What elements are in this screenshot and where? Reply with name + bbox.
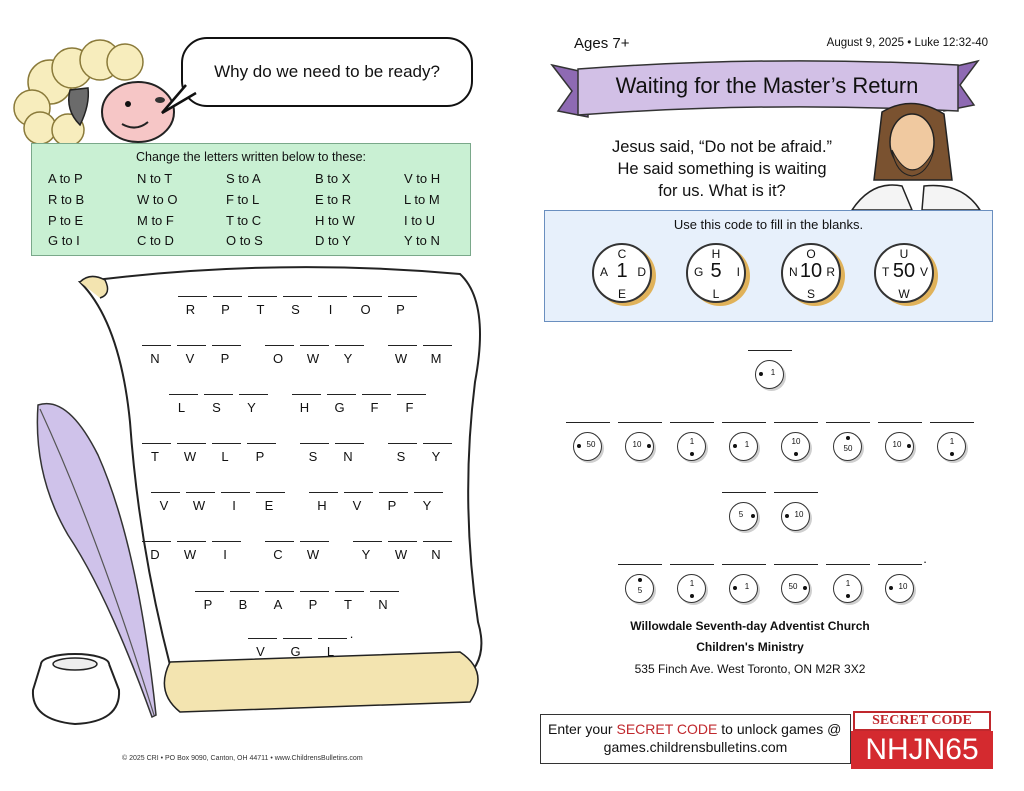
- cipher-letter: D: [150, 547, 160, 562]
- cipher-letter: V: [256, 644, 265, 659]
- coin-number: 50: [892, 260, 916, 282]
- answer-blank: [265, 541, 294, 542]
- cipher-letter: P: [255, 449, 265, 464]
- position-dot: [751, 514, 755, 518]
- coin-letter-left: A: [600, 265, 609, 279]
- code-coin: [885, 432, 915, 462]
- coin-number: 1: [845, 579, 851, 588]
- answer-blank: [388, 443, 417, 444]
- position-dot: [690, 594, 694, 598]
- position-dot: [794, 452, 798, 456]
- coin-letter-right: V: [919, 265, 928, 279]
- cipher-letter: S: [308, 449, 318, 464]
- cipher-letter: T: [344, 597, 352, 612]
- cipher-letter: Y: [247, 400, 256, 415]
- answer-blank: [142, 541, 171, 542]
- answer-blank: [169, 394, 198, 395]
- position-dot: [803, 586, 807, 590]
- cipher-letter: W: [306, 547, 320, 562]
- key-coin: [592, 243, 652, 303]
- cipher-letter: W: [183, 449, 197, 464]
- position-dot: [759, 372, 763, 376]
- ministry-name: Children's Ministry: [696, 640, 804, 654]
- cipher-letter: H: [317, 498, 327, 513]
- answer-blank: [283, 296, 312, 297]
- coin-number: 10: [898, 582, 908, 591]
- answer-blank: [230, 591, 259, 592]
- answer-blank: [213, 296, 242, 297]
- answer-blank: [362, 394, 391, 395]
- coin-letter-bottom: L: [712, 287, 720, 301]
- answer-blank: [670, 564, 714, 565]
- position-dot: [638, 578, 642, 582]
- final-period: .: [923, 551, 927, 566]
- answer-blank: [878, 564, 922, 565]
- cipher-letter: P: [203, 597, 213, 612]
- coin-number: 10: [632, 440, 642, 449]
- conversion-rule: V to H: [404, 171, 441, 186]
- speech-bubble-tail: [162, 85, 202, 115]
- answer-blank: [722, 564, 766, 565]
- answer-blank: [335, 443, 364, 444]
- cipher-letter: Y: [361, 547, 371, 562]
- conversion-rule: O to S: [226, 233, 263, 248]
- cipher-letter: V: [352, 498, 362, 513]
- cipher-letter: M: [430, 351, 442, 366]
- answer-blank: [774, 492, 818, 493]
- code-coin: [885, 574, 915, 604]
- answer-blank: [318, 638, 347, 639]
- cipher-letter: L: [177, 400, 186, 415]
- answer-blank: [335, 591, 364, 592]
- coin-number: 1: [949, 437, 955, 446]
- jesus-illustration: [852, 100, 982, 210]
- coin-number: 1: [744, 582, 750, 591]
- coin-number: 1: [744, 440, 750, 449]
- cipher-letter: F: [370, 400, 379, 415]
- conversion-rule: P to E: [48, 213, 84, 228]
- cipher-letter: W: [394, 351, 408, 366]
- coin-number: 5: [637, 586, 643, 595]
- coin-number: 10: [799, 260, 823, 282]
- coin-number: 1: [689, 437, 695, 446]
- coin-letter-right: D: [637, 265, 646, 279]
- answer-blank: [186, 492, 215, 493]
- secret-code-label: SECRET CODE: [853, 711, 991, 731]
- answer-blank: [388, 541, 417, 542]
- answer-blank: [212, 345, 241, 346]
- coin-letter-left: N: [789, 265, 798, 279]
- key-coin: [781, 243, 841, 303]
- cipher-letter: V: [159, 498, 169, 513]
- conversion-title: Change the letters written below to these:: [136, 150, 366, 164]
- answer-blank: [353, 296, 382, 297]
- answer-blank: [221, 492, 250, 493]
- cipher-letter: P: [308, 597, 318, 612]
- cipher-letter: L: [326, 644, 335, 659]
- cipher-letter: A: [273, 597, 283, 612]
- cipher-letter: O: [272, 351, 284, 366]
- answer-blank: [670, 422, 714, 423]
- coin-letter-right: R: [826, 265, 835, 279]
- code-coin: [729, 502, 759, 532]
- conversion-rule: F to L: [226, 192, 260, 207]
- cipher-letter: T: [256, 302, 265, 317]
- answer-blank: [930, 422, 974, 423]
- cipher-letter: P: [221, 302, 230, 317]
- answer-blank: [388, 345, 417, 346]
- answer-blank: [142, 443, 171, 444]
- coin-number: 50: [843, 444, 853, 453]
- position-dot: [846, 594, 850, 598]
- key-coin: [874, 243, 934, 303]
- cipher-letter: Y: [343, 351, 353, 366]
- position-dot: [907, 444, 911, 448]
- code-coin: [625, 432, 655, 462]
- answer-blank: [388, 296, 417, 297]
- answer-blank: [248, 638, 277, 639]
- code-coin: [625, 574, 655, 604]
- copyright-footer: © 2025 CRI • PO Box 9090, Canton, OH 44711 • www.ChildrensBulletins.com: [122, 755, 363, 762]
- conversion-rule: T to C: [226, 213, 262, 228]
- code-coin: [937, 432, 967, 462]
- answer-blank: [774, 564, 818, 565]
- intro-line-2: He said something is waiting: [617, 160, 827, 178]
- cipher-letter: V: [185, 351, 195, 366]
- coin-number: 1: [770, 368, 776, 377]
- position-dot: [846, 436, 850, 440]
- cipher-letter: F: [405, 400, 414, 415]
- games-website-link[interactable]: games.childrensbulletins.com: [603, 739, 788, 755]
- answer-blank: [309, 492, 338, 493]
- coin-number: 10: [794, 510, 804, 519]
- conversion-rule: A to P: [48, 171, 83, 186]
- code-coin: [573, 432, 603, 462]
- cipher-letter: S: [212, 400, 221, 415]
- date-reference: August 9, 2025 • Luke 12:32-40: [826, 37, 988, 49]
- position-dot: [577, 444, 581, 448]
- key-coin: [686, 243, 746, 303]
- conversion-rule: S to A: [226, 171, 261, 186]
- cipher-letter: G: [334, 400, 345, 415]
- intro-line-1: Jesus said, “Do not be afraid.”: [611, 138, 833, 156]
- conversion-rule: G to I: [48, 233, 80, 248]
- cipher-letter: P: [220, 351, 230, 366]
- conversion-rule: C to D: [137, 233, 174, 248]
- code-coin: [729, 432, 759, 462]
- ink-pot-icon: [25, 650, 135, 730]
- answer-blank: [177, 541, 206, 542]
- coin-letter-top: U: [899, 247, 909, 261]
- answer-blank: [239, 394, 268, 395]
- cipher-letter: O: [360, 302, 371, 317]
- cipher-letter: W: [192, 498, 206, 513]
- conversion-rule: E to R: [315, 192, 352, 207]
- answer-blank: [178, 296, 207, 297]
- answer-blank: [283, 638, 312, 639]
- answer-blank: [300, 541, 329, 542]
- cipher-letter: Y: [431, 449, 441, 464]
- answer-blank: [566, 422, 610, 423]
- answer-blank: [318, 296, 347, 297]
- position-dot: [733, 586, 737, 590]
- answer-blank: [265, 591, 294, 592]
- answer-blank: [344, 492, 373, 493]
- answer-blank: [423, 541, 452, 542]
- answer-blank: [212, 541, 241, 542]
- conversion-rule: H to W: [315, 213, 355, 228]
- conversion-rule: B to X: [315, 171, 351, 186]
- page-title: Waiting for the Master’s Return: [615, 73, 919, 98]
- church-address: 535 Finch Ave. West Toronto, ON M2R 3X2: [634, 662, 866, 676]
- coin-number: 50: [788, 582, 798, 591]
- cipher-letter: E: [264, 498, 274, 513]
- coin-letter-top: C: [617, 247, 627, 261]
- conversion-rule: D to Y: [315, 233, 351, 248]
- coin-number: 1: [689, 579, 695, 588]
- cipher-letter: N: [431, 547, 441, 562]
- coin-number: 50: [586, 440, 596, 449]
- cipher-letter: L: [221, 449, 229, 464]
- answer-blank: [212, 443, 241, 444]
- cipher-letter: I: [232, 498, 236, 513]
- intro-text: [582, 136, 862, 202]
- church-name: Willowdale Seventh-day Adventist Church: [630, 619, 870, 633]
- conversion-rule: W to O: [137, 192, 178, 207]
- answer-blank: [142, 345, 171, 346]
- answer-blank: [247, 443, 276, 444]
- cipher-letter: S: [291, 302, 300, 317]
- answer-blank: [878, 422, 922, 423]
- cipher-letter: I: [223, 547, 227, 562]
- answer-blank: [722, 422, 766, 423]
- answer-blank: [826, 564, 870, 565]
- answer-blank: [370, 591, 399, 592]
- age-label: Ages 7+: [574, 35, 630, 52]
- cipher-letter: G: [290, 644, 301, 659]
- position-dot: [690, 452, 694, 456]
- answer-blank: [379, 492, 408, 493]
- conversion-rule: L to M: [404, 192, 440, 207]
- cipher-letter: I: [328, 302, 333, 317]
- code-coin: [833, 574, 863, 604]
- coin-letter-bottom: E: [617, 287, 626, 301]
- coin-letter-right: I: [736, 265, 740, 279]
- position-dot: [647, 444, 651, 448]
- cipher-letter: P: [396, 302, 405, 317]
- answer-blank: [774, 422, 818, 423]
- cipher-letter: N: [378, 597, 388, 612]
- cipher-letter: N: [150, 351, 160, 366]
- answer-blank: [300, 443, 329, 444]
- conversion-rule: N to T: [137, 171, 173, 186]
- coin-letter-left: T: [882, 265, 890, 279]
- code-coin: [677, 432, 707, 462]
- cipher-letter: S: [396, 449, 406, 464]
- conversion-rule: R to B: [48, 192, 85, 207]
- answer-blank: [265, 345, 294, 346]
- cipher-letter: H: [299, 400, 310, 415]
- answer-blank: [423, 443, 452, 444]
- answer-blank: [423, 345, 452, 346]
- code-coin: [781, 432, 811, 462]
- answer-blank: [397, 394, 426, 395]
- answer-blank: [204, 394, 233, 395]
- coin-letter-left: G: [694, 265, 704, 279]
- answer-blank: [353, 541, 382, 542]
- answer-blank: [151, 492, 180, 493]
- answer-blank: [248, 296, 277, 297]
- answer-blank: [177, 345, 206, 346]
- position-dot: [889, 586, 893, 590]
- question-text: Why do we need to be ready?: [214, 62, 440, 81]
- answer-blank: [292, 394, 321, 395]
- cipher-letter: B: [238, 597, 248, 612]
- code-coin: [755, 360, 785, 390]
- answer-blank: [618, 564, 662, 565]
- coin-letter-top: H: [711, 247, 721, 261]
- answer-blank: [300, 591, 329, 592]
- answer-blank: [748, 350, 792, 351]
- intro-line-3: for us. What is it?: [658, 182, 786, 200]
- coin-letter-bottom: S: [806, 287, 815, 301]
- conversion-rule: I to U: [404, 213, 436, 228]
- answer-blank: [195, 591, 224, 592]
- code-coin: [781, 502, 811, 532]
- coin-number: 1: [616, 260, 628, 282]
- conversion-rule: Y to N: [404, 233, 440, 248]
- answer-blank: [722, 492, 766, 493]
- cipher-letter: W: [183, 547, 197, 562]
- position-dot: [950, 452, 954, 456]
- answer-blank: [327, 394, 356, 395]
- code-coin: [729, 574, 759, 604]
- secret-code-instruction: Enter your SECRET CODE to unlock games @: [548, 721, 842, 737]
- cipher-letter: T: [151, 449, 159, 464]
- cipher-letter: R: [185, 302, 196, 317]
- cipher-letter: W: [306, 351, 320, 366]
- cipher-letter: Y: [422, 498, 432, 513]
- cipher-letter: N: [343, 449, 353, 464]
- position-dot: [733, 444, 737, 448]
- coin-letter-bottom: W: [898, 287, 910, 301]
- answer-blank: [335, 345, 364, 346]
- code-coin: [781, 574, 811, 604]
- answer-blank: [826, 422, 870, 423]
- coin-letter-top: O: [806, 247, 816, 261]
- conversion-rule: M to F: [137, 213, 174, 228]
- code-coin: [677, 574, 707, 604]
- cipher-letter: P: [387, 498, 397, 513]
- answer-blank: [300, 345, 329, 346]
- final-period: .: [349, 626, 354, 641]
- secret-code-value: NHJN65: [851, 731, 993, 769]
- code-coin: [833, 432, 863, 462]
- coin-number: 5: [738, 510, 744, 519]
- coin-number: 5: [710, 260, 722, 282]
- coin-number: 10: [892, 440, 902, 449]
- answer-blank: [414, 492, 443, 493]
- coin-number: 10: [791, 437, 801, 446]
- answer-blank: [256, 492, 285, 493]
- answer-blank: [177, 443, 206, 444]
- answer-blank: [618, 422, 662, 423]
- cipher-letter: W: [394, 547, 408, 562]
- position-dot: [785, 514, 789, 518]
- cipher-letter: C: [273, 547, 283, 562]
- code-title: Use this code to fill in the blanks.: [673, 217, 864, 232]
